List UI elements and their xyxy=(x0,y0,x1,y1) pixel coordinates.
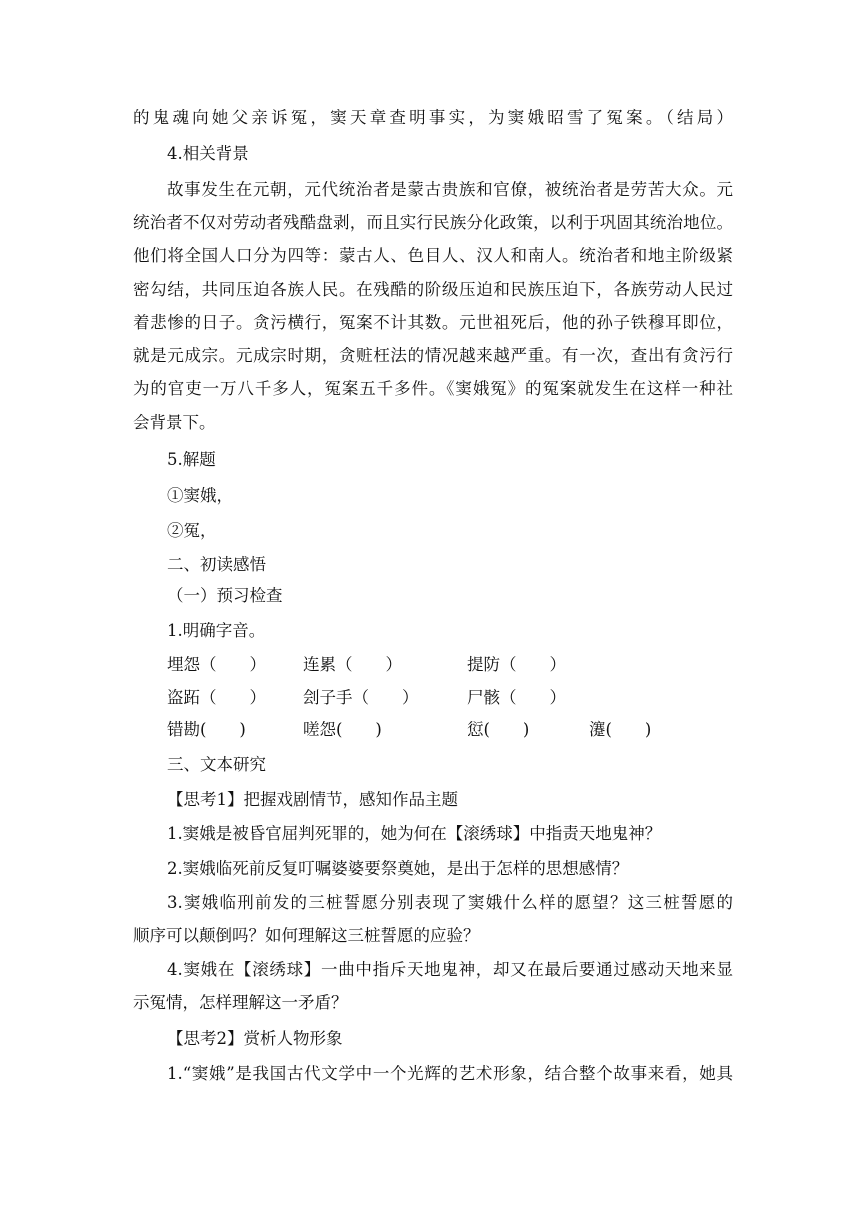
paragraph-line: 为的官吏一万八千多人，冤案五千多件。《窦娥冤》的冤案就发生在这样一种社 xyxy=(133,379,733,398)
pinyin-item: 愆( ) xyxy=(467,720,530,739)
question-line: 3.窦娥临刑前发的三桩誓愿分别表现了窦娥什么样的愿望？这三桩誓愿的 xyxy=(167,893,733,912)
question-line: 示冤情，怎样理解这一矛盾？ xyxy=(133,993,348,1012)
question-line: 1.“窦娥”是我国古代文学中一个光辉的艺术形象，结合整个故事来看，她具 xyxy=(167,1064,733,1083)
pinyin-item: 连累（ ） xyxy=(303,655,402,674)
list-item: ②冤， xyxy=(167,521,217,540)
section-heading: 【思考1】把握戏剧情节，感知作品主题 xyxy=(167,790,458,809)
paragraph-line: 故事发生在元朝，元代统治者是蒙古贵族和官僚，被统治者是劳苦大众。元 xyxy=(167,180,733,199)
section-heading: 【思考2】赏析人物形象 xyxy=(167,1029,343,1048)
paragraph-line: 他们将全国人口分为四等：蒙古人、色目人、汉人和南人。统治者和地主阶级紧 xyxy=(133,246,733,265)
question-line: 4.窦娥在【滚绣球】一曲中指斥天地鬼神，却又在最后要通过感动天地来显 xyxy=(167,960,733,979)
pinyin-item: 嗟怨( ) xyxy=(303,720,382,739)
pinyin-item: 盗跖（ ） xyxy=(167,688,266,707)
question-line: 1.窦娥是被昏官屈判死罪的，她为何在【滚绣球】中指责天地鬼神？ xyxy=(167,824,662,843)
pinyin-item: 尸骸（ ） xyxy=(467,688,566,707)
pinyin-item: 埋怨（ ） xyxy=(167,655,266,674)
paragraph-line: 就是元成宗。元成宗时期，贪赃枉法的情况越来越严重。有一次，查出有贪污行 xyxy=(133,346,733,365)
pinyin-item: 错勘( ) xyxy=(167,720,246,739)
section-heading: （一）预习检查 xyxy=(167,586,283,605)
paragraph-line: 密勾结，共同压迫各族人民。在残酷的阶级压迫和民族压迫下，各族劳动人民过 xyxy=(133,280,733,299)
pinyin-item: 刽子手（ ） xyxy=(303,688,419,707)
question-line: 顺序可以颠倒吗？如何理解这三桩誓愿的应验？ xyxy=(133,926,480,945)
section-heading: 三、文本研究 xyxy=(167,755,266,774)
question-line: 2.窦娥临死前反复叮嘱婆婆要祭奠她，是出于怎样的思想感情？ xyxy=(167,859,629,878)
question-line: 1.明确字音。 xyxy=(167,621,266,640)
paragraph-line: 的鬼魂向她父亲诉冤，窦天章查明事实，为窦娥昭雪了冤案。（结局） xyxy=(133,108,733,127)
pinyin-item: 瀽( ) xyxy=(589,720,652,739)
paragraph-line: 着悲惨的日子。贪污横行，冤案不计其数。元世祖死后，他的孙子铁穆耳即位， xyxy=(133,313,733,332)
paragraph-line: 会背景下。 xyxy=(133,413,216,432)
section-heading: 4.相关背景 xyxy=(167,144,249,163)
list-item: ①窦娥， xyxy=(167,486,233,505)
paragraph-line: 统治者不仅对劳动者残酷盘剥，而且实行民族分化政策，以利于巩固其统治地位。 xyxy=(133,213,733,232)
pinyin-item: 提防（ ） xyxy=(467,655,566,674)
section-heading: 5.解题 xyxy=(167,450,216,469)
section-heading: 二、初读感悟 xyxy=(167,555,266,574)
